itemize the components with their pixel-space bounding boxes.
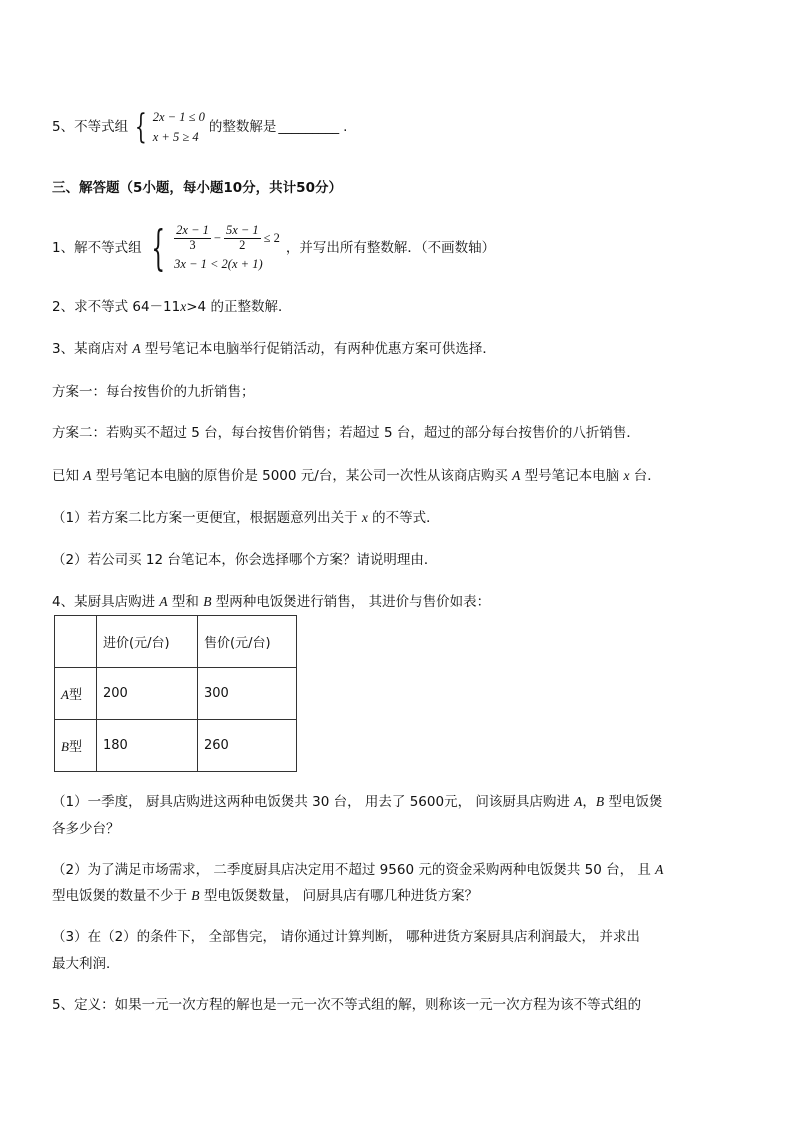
fraction-1-denominator: 3: [189, 237, 196, 252]
inequality-line-2: 3x − 1 < 2(x + 1): [174, 257, 263, 271]
fill-question-5: [52, 106, 347, 148]
problem-4-q3-line-2: 最大利润．: [52, 956, 120, 972]
plan-2: 方案二：若购买不超过 5 台，每台按售价销售；若超过 5 台，超过的部分每台按售价的八折销售．: [52, 425, 640, 441]
variable-B: B: [203, 594, 212, 609]
section-3-title: 三、解答题（5小题，每小题10分，共计50分）: [52, 180, 342, 196]
variable-A: A: [512, 468, 521, 483]
variable-x: x: [623, 468, 630, 483]
text: 已知: [52, 468, 84, 484]
text: 型电饭煲: [604, 794, 663, 810]
table-header-cell: 进价(元/台): [97, 616, 198, 668]
problem-2: [52, 299, 291, 315]
variable-A: A: [655, 862, 664, 877]
minus-sign: −: [213, 230, 221, 245]
text: 的不等式．: [367, 510, 440, 526]
variable-A: A: [159, 594, 168, 609]
plan-1: 方案一：每台按售价的九折销售；: [52, 384, 255, 400]
problem-4-q2-line-2: [52, 888, 478, 904]
fraction-1-numerator: 2x − 1: [176, 222, 209, 237]
text: （2）为了满足市场需求， 二季度厨具店决定用不超过 9560 元的资金采购两种电饭煲共 50 台， 且: [52, 862, 656, 878]
problem-3-intro: [52, 341, 496, 357]
relation: ≤ 2: [263, 230, 280, 245]
problem-2-suffix: >4 的正整数解．: [186, 299, 292, 315]
text: 型: [68, 740, 82, 755]
text: 3、某商店对: [52, 341, 133, 357]
table-row: [55, 668, 297, 720]
fill-question-5-suffix: 的整数解是: [208, 118, 277, 135]
problem-3-sub-1: [52, 510, 440, 526]
table-header-row: [55, 616, 297, 668]
table-cell-type: [55, 720, 97, 772]
variable-B: B: [61, 739, 69, 754]
price-table: [54, 615, 297, 772]
fraction-1: [174, 224, 211, 253]
inequality-system: [153, 107, 205, 147]
variable-x: x: [361, 510, 368, 525]
problem-1-prefix: 1、解不等式组: [52, 239, 142, 256]
table-cell-cost: 200: [97, 668, 198, 720]
left-brace-icon: {: [134, 107, 147, 147]
variable-x: x: [180, 299, 187, 314]
fraction-2-denominator: 2: [239, 237, 246, 252]
variable-A: A: [61, 687, 69, 702]
problem-1-suffix: ，并写出所有整数解．（不画数轴）: [285, 239, 496, 256]
variable-A: A: [574, 794, 583, 809]
problem-4-q1-line-1: [52, 794, 662, 810]
variable-B: B: [191, 888, 200, 903]
text: 型电饭煲数量， 问厨具店有哪几种进货方案？: [199, 888, 479, 904]
table-header-cell: [55, 616, 97, 668]
problem-4-q2-line-1: [52, 862, 663, 878]
inequality-line-2: x + 5 ≥ 4: [152, 130, 199, 144]
problem-3-sub-2: （2）若公司买 12 台笔记本，你会选择哪个方案？请说明理由．: [52, 552, 438, 568]
fill-question-5-end: .: [343, 118, 348, 135]
variable-A: A: [132, 341, 141, 356]
inequality-line-1: 2x − 1 ≤ 0: [152, 110, 205, 124]
table-header-cell: 售价(元/台): [198, 616, 297, 668]
problem-3-known: [52, 468, 661, 484]
table-cell-type: [55, 668, 97, 720]
fraction-2-numerator: 5x − 1: [225, 222, 259, 237]
text: ，: [582, 794, 596, 810]
text: 台．: [629, 468, 661, 484]
text: 型号笔记本电脑: [520, 468, 624, 484]
inequality-line-1: [174, 222, 280, 254]
problem-5-line-1: 5、定义：如果一元一次方程的解也是一元一次不等式组的解，则称该一元一次方程为该不等式组的: [52, 997, 642, 1013]
problem-1: [52, 220, 495, 276]
text: （1）若方案二比方案一更便宜，根据题意列出关于: [52, 510, 362, 526]
table-cell-cost: 180: [97, 720, 198, 772]
left-brace-icon: {: [150, 220, 165, 276]
table-row: [55, 720, 297, 772]
text: （1）一季度， 厨具店购进这两种电饭煲共 30 台， 用去了 5600元， 问该厨具店购进: [52, 794, 575, 810]
text: 型号笔记本电脑举行促销活动，有两种优惠方案可供选择．: [140, 341, 496, 357]
text: 型电饭煲的数量不少于: [52, 888, 192, 904]
problem-4-q3-line-1: （3）在（2）的条件下， 全部售完， 请你通过计算判断， 哪种进货方案厨具店利润最大， 并求出: [52, 929, 640, 945]
variable-B: B: [595, 794, 605, 809]
text: 型两种电饭煲进行销售， 其进价与售价如表：: [211, 594, 491, 610]
text: 型和: [167, 594, 204, 610]
text: 型: [68, 688, 82, 703]
text: 4、某厨具店购进: [52, 594, 160, 610]
text: 型号笔记本电脑的原售价是 5000 元/台，某公司一次性从该商店购买: [91, 468, 513, 484]
table-cell-price: 260: [198, 720, 297, 772]
problem-4-intro: [52, 594, 490, 610]
problem-2-prefix: 2、求不等式 64－11: [52, 299, 181, 315]
fraction-2: [224, 224, 261, 253]
table-cell-price: 300: [198, 668, 297, 720]
answer-blank[interactable]: _________: [278, 118, 340, 135]
fill-question-5-prefix: 5、不等式组: [52, 118, 129, 135]
problem-4-q1-line-2: 各多少台？: [52, 821, 120, 837]
inequality-system: [174, 222, 280, 274]
variable-A: A: [83, 468, 92, 483]
